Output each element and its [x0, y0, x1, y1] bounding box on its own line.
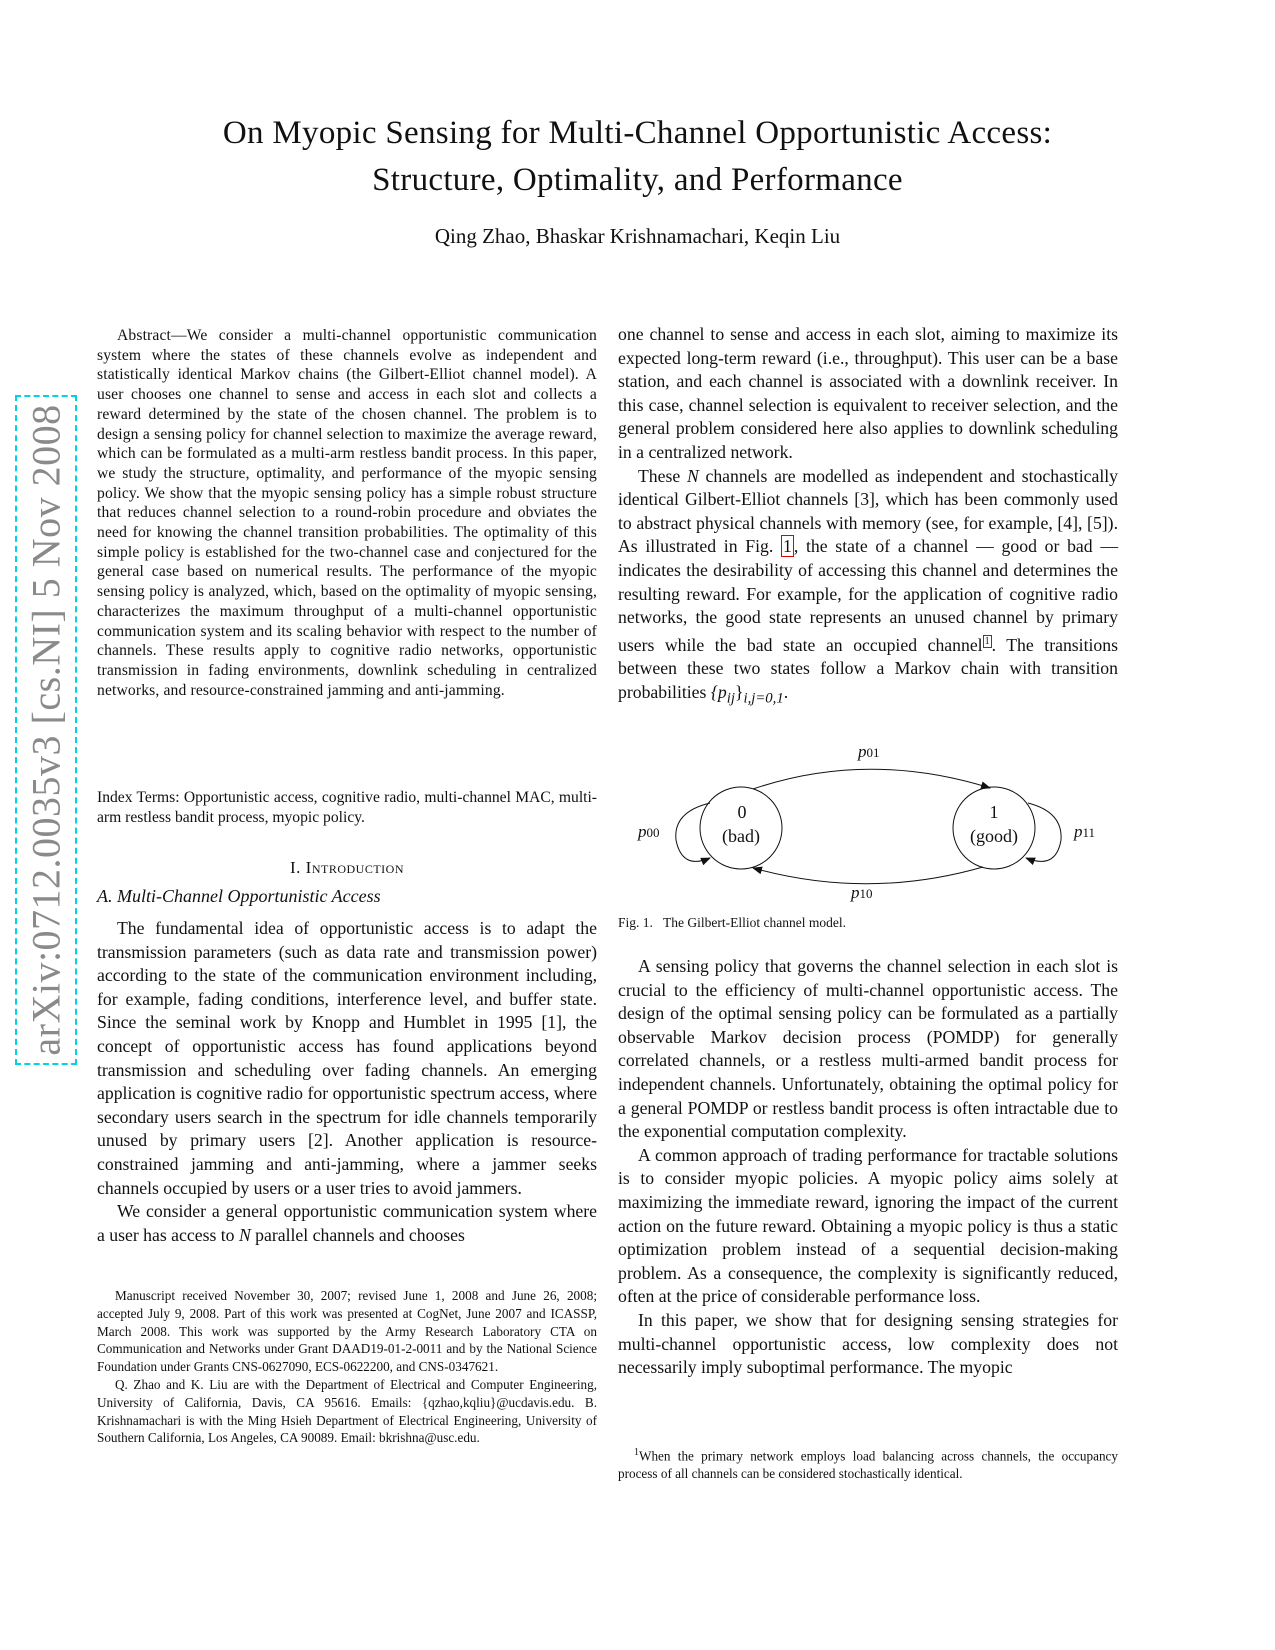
paragraph: A sensing policy that governs the channel selection in each slot is crucial to the efficiency of multi-channel opportunistic access. The design of the optimal sensing policy can be formulated as a partially observable Markov decision process (POMDP) for generally correlated channels, or a restless multi-armed bandit process for independent channels. Unfortunately, obtaining the optimal policy for a general POMDP or restless bandit process is often intractable due to the exponential computation complexity. [618, 956, 1118, 1142]
p11-label: p11 [1074, 822, 1096, 841]
section-number: I. [290, 858, 301, 877]
p01-arrow [753, 769, 990, 789]
footnote-text: When the primary network employs load balancing across channels, the occupancy process of all channels can be considered stochastically identical. [618, 1448, 1118, 1482]
paragraph: A common approach of trading performance for tractable solutions is to consider myopic policies. A myopic policy aims solely at maximizing the immediate reward, ignoring the impact of the current action on the future reward. Obtaining a myopic policy is thus a static optimization problem instead of a sequential decision-making problem. As a consequence, the complexity is significantly reduced, often at the price of considerable performance loss. [618, 1144, 1118, 1307]
math-transition-probabilities: $\{p_{ij}\}_{i,j=0,1}$ [710, 681, 784, 707]
figure-caption [618, 915, 846, 931]
first-page-footnotes [97, 1287, 597, 1447]
intro-right-column-bottom [618, 955, 1118, 1380]
p10-arrow [753, 867, 983, 884]
footnote-1 [618, 1444, 1118, 1483]
subsection-heading: A. Multi-Channel Opportunistic Access [97, 886, 381, 906]
intro-left-column [97, 917, 597, 1247]
math-N: N [238, 1224, 251, 1245]
index-terms [97, 788, 597, 827]
p00-self-loop [676, 803, 710, 861]
paper-title-line-1: On Myopic Sensing for Multi-Channel Opportunistic Access: [222, 115, 1053, 151]
index-terms-label: Index Terms: [97, 789, 180, 806]
author-list: Qing Zhao, Bhaskar Krishnamachari, Keqin Liu [434, 224, 841, 248]
paper-title-line-2: Structure, Optimality, and Performance [372, 162, 903, 198]
p10-label: p10 [851, 883, 873, 902]
math-N: N [686, 465, 699, 486]
arxiv-stamp [15, 395, 77, 1065]
index-terms-text: Opportunistic access, cognitive radio, multi-channel MAC, multi-arm restless bandit process, myopic policy. [97, 789, 598, 826]
section-heading [97, 858, 597, 878]
abstract [97, 326, 597, 700]
paragraph: The fundamental idea of opportunistic access is to adapt the transmission parameters (such as data rate and transmission power) according to the state of the communication environment including, for example, fading conditions, interference level, and buffer state. Since the seminal work by Knopp and Humblet in 1995 [1], the concept of opportunistic access has found applications beyond transmission and scheduling over fading channels. An emerging application is cognitive radio for opportunistic spectrum access, where secondary users search in the spectrum for idle channels temporarily unused by primary users [2]. Another application is resource-constrained jamming and anti-jamming, where a jammer seeks channels occupied by users or a user tries to avoid jammers. [97, 918, 597, 1198]
paragraph: These N channels are modelled as independent and stochastically identical Gilbert-Elliot channels [3], which has been commonly used to abstract physical channels with memory (see, for example, [4], [5]). As illustrated in Fig. 1 , the state of a channel — good or bad — indicates the desirability of accessing this channel and determines the resulting reward. For example, for the application of cognitive radio networks, the good state represents an unused channel by primary users while the bad state an occupied channel $^1$ . The transitions between these two states follow a Markov chain with transition probabilities $\{p_{ij}\}_{i,j=0,1}$. [618, 465, 1119, 707]
state-1-label: (good) [970, 826, 1018, 846]
section-title: Introduction [305, 858, 404, 877]
arxiv-identifier: arXiv:0712.0035v3 [cs.NI] 5 Nov 2008 [23, 404, 69, 1056]
p00-label: p00 [638, 822, 660, 841]
paragraph: one channel to sense and access in each slot, aiming to maximize its expected long-term reward (i.e., throughput). This user can be a base station, and each channel is associated with a downlink receiver. In this case, channel selection is equivalent to receiver selection, and the general problem considered here also applies to downlink scheduling in a centralized network. [618, 324, 1118, 462]
figure-caption-label: Fig. 1. [618, 915, 653, 930]
paragraph: We consider a general opportunistic communication system where a user has access to N parallel channels and chooses [97, 1201, 597, 1245]
intro-right-column-top [618, 323, 1118, 711]
state-1-number: 1 [989, 802, 999, 822]
state-0-number: 0 [737, 802, 747, 822]
figure-gilbert-elliot-diagram [618, 740, 1118, 910]
footnote-reference-link[interactable]: 1 [984, 635, 990, 647]
p01-label: p01 [858, 742, 880, 761]
abstract-text: We consider a multi-channel opportunistic communication system where the states of these channels evolve as independent and statistically identical Markov chains (the Gilbert-Elliot channel model). A user chooses one channel to sense and access in each slot and collects a reward determined by the state of the chosen channel. The problem is to design a sensing policy for channel selection to maximize the average reward, which can be formulated as a multi-arm restless bandit process. In this paper, we study the structure, optimality, and performance of the myopic sensing policy. We show that the myopic sensing policy has a simple robust structure that reduces channel selection to a round-robin procedure and obviates the need for knowing the channel transition probabilities. The optimality of this simple policy is established for the two-channel case and conjectured for the general case based on numerical results. The performance of the myopic sensing policy is analyzed, which, based on the optimality of myopic sensing, characterizes the maximum throughput of a multi-channel opportunistic communication system and its scaling behavior with respect to the number of channels. These results apply to cognitive radio networks, opportunistic transmission in fading environments, downlink scheduling in centralized networks, and resource-constrained jamming and anti-jamming. [97, 327, 597, 699]
footnote-mark: 1 [634, 1447, 639, 1458]
state-0-label: (bad) [722, 826, 760, 846]
affiliation-note: Q. Zhao and K. Liu are with the Department of Electrical and Computer Engineering, University of California, Davis, CA 95616. Emails: {qzhao,kqliu}@ucdavis.edu. B. Krishnamachari is with the Ming Hsieh Department of Electrical Engineering, University of Southern California, Los Angeles, CA 90089. Email: bkrishna@usc.edu. [97, 1376, 597, 1446]
paragraph: In this paper, we show that for designing sensing strategies for multi-channel opportunistic access, low complexity does not necessarily imply suboptimal performance. The myopic [618, 1309, 1118, 1378]
figure-reference-link[interactable]: 1 [783, 536, 792, 557]
manuscript-note: Manuscript received November 30, 2007; revised June 1, 2008 and June 26, 2008; accepted July 9, 2008. Part of this work was presented at CogNet, June 2007 and ICASSP, March 2008. This work was supported by the Army Research Laboratory CTA on Communication and Networks under Grant DAAD19-01-2-0011 and by the National Science Foundation under Grants CNS-0627090, ECS-0622200, and CNS-0347621. [97, 1288, 597, 1375]
figure-caption-text: The Gilbert-Elliot channel model. [663, 915, 846, 930]
abstract-label: Abstract— [117, 327, 187, 344]
